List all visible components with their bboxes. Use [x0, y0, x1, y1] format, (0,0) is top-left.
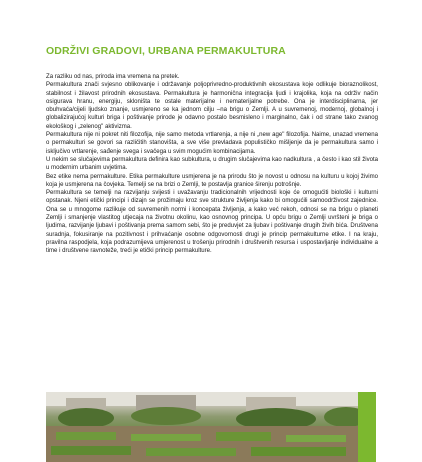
garden-illustration — [46, 392, 376, 462]
page-title: ODRŽIVI GRADOVI, URBANA PERMAKULTURA — [46, 45, 286, 57]
accent-sidebar — [358, 392, 376, 462]
paragraph: Permakultura nije ni pokret niti filozofija, nije samo metoda vrtlarenja, a nije ni „new age" filozofija. Naime, unazad vremena o permakulturi se govori sa različitih stanovišta, a sve više prevladava populističko mišljenje da je permakultura samo i isključivo vrtlarenje, sađenje svega i svačega u svim mogućim kombinacijama. — [46, 132, 378, 155]
garden-photo — [46, 392, 376, 462]
paragraph: U nekim se slučajevima permakultura definira kao subkultura, u drugim slučajevima kao nadkultura , a često i kao stil života u modernim urbanim uvjetima. — [46, 156, 378, 172]
paragraph: Permakultura se temelji na razvijanju svijesti i uvažavanju tradicionalnih vrijednosti koje će omogućiti biološki i kulturni opstanak. Njeni etički principi i dizajn se prožimaju kroz sve strukture življenja kako bi omogućili samoodrživost zajednice. Ona se u mnogome razlikuje od suvremenih normi i koncepata življenja, a kako već rekoh, odnosi se na brigu o planeti Zemlji i smanjenje vlastitog utjecaja na životnu okolinu, kao osnovnog principa. U opću brigu o Zemlji uvršteni je briga o ljudima, razvijanje ljubavi i poštivanja prema samom sebi, što je preduvjet za ljubav i poštivanje drugih živih bića. Društvena suradnja, fokusiranje na pozitivnost i prihvaćanje osobne odgovornosti drugi je princip permakulturne etike. I na kraju, pravilna raspodjela, koja podrazumijeva umjerenost u trošenju prirodnih i društvenih resursa i uspostavljanje individualne a time i društvene ravnoteže, treći je etički princip permakulture. — [46, 190, 378, 255]
paragraph: Permakultura znači svjesno oblikovanje i održavanje poljoprivredno-produktivnih ekosustava koje odlikuje bioraznolikost, stabilnost i žilavost prirodnih ekosustava. Permakultura je harmonična integracija ljudi i krajolika, koja na održiv način osigurava hranu, energiju, skloništa te ostale materijalne i nematerijalne potrebe. Ona je interdisciplinarna, jer obuhvaća/cijeli ljudsko znanje, usmjereno se ka jednom cilju –na brigu o Zemlji. A u suvremenoj, modernoj, globalnoj i globalizirajućoj kulturi briga i poštivanje prirode je odavno postalo besmisleno i marginalno, čak i od strane tako zvanog ekološkog i „zelenog" aktivizma. — [46, 82, 378, 130]
paragraph: Za razliku od nas, priroda ima vremena na pretek. — [46, 74, 180, 80]
paragraph: Bez etike nema permakulture. Etika permakulture usmjerena je na prirodu što je novost u odnosu na kulturu u kojoj živimo koja je usmjerena na čovjeka. Temelji se na brizi o Zemlji, te postavlja granice širenju potrošnje. — [46, 173, 378, 188]
article-body — [46, 73, 378, 256]
